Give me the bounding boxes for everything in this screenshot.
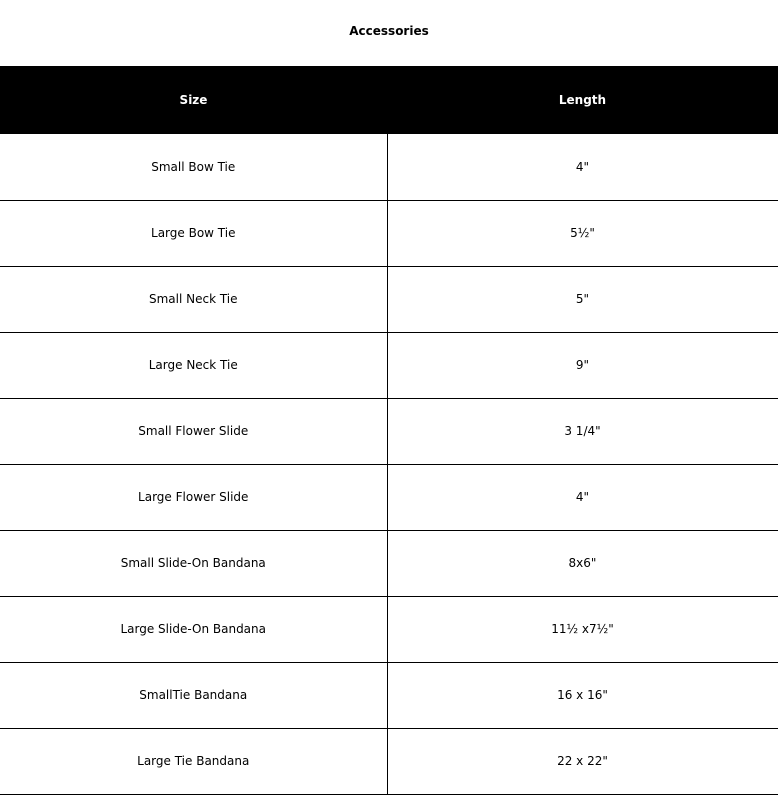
size-cell: SmallTie Bandana (0, 662, 387, 728)
length-cell: 3 1/4" (387, 398, 778, 464)
size-cell: Small Neck Tie (0, 266, 387, 332)
page-title: Accessories (349, 24, 429, 38)
column-header-length: Length (558, 93, 607, 107)
table-row (0, 200, 778, 266)
table-row (0, 530, 778, 596)
size-cell: Large Bow Tie (0, 200, 387, 266)
table-header (0, 66, 778, 134)
size-cell: Small Flower Slide (0, 398, 387, 464)
length-cell: 11½ x7½" (387, 596, 778, 662)
header-row (0, 66, 778, 134)
length-cell: 5½" (387, 200, 778, 266)
length-cell: 9" (387, 332, 778, 398)
size-cell: Large Flower Slide (0, 464, 387, 530)
length-cell: 4" (387, 464, 778, 530)
table-row (0, 464, 778, 530)
table-row (0, 266, 778, 332)
table-row (0, 134, 778, 200)
column-header-size: Size (179, 93, 208, 107)
size-cell: Large Slide-On Bandana (0, 596, 387, 662)
length-cell: 22 x 22" (387, 728, 778, 794)
table-row (0, 332, 778, 398)
size-cell: Large Neck Tie (0, 332, 387, 398)
length-cell: 4" (387, 134, 778, 200)
table-body (0, 134, 778, 794)
table-row (0, 596, 778, 662)
table-row (0, 728, 778, 794)
length-cell: 16 x 16" (387, 662, 778, 728)
size-cell: Small Bow Tie (0, 134, 387, 200)
size-chart-table (0, 66, 778, 795)
table-row (0, 662, 778, 728)
table-row (0, 398, 778, 464)
size-cell: Small Slide-On Bandana (0, 530, 387, 596)
size-cell: Large Tie Bandana (0, 728, 387, 794)
length-cell: 8x6" (387, 530, 778, 596)
length-cell: 5" (387, 266, 778, 332)
